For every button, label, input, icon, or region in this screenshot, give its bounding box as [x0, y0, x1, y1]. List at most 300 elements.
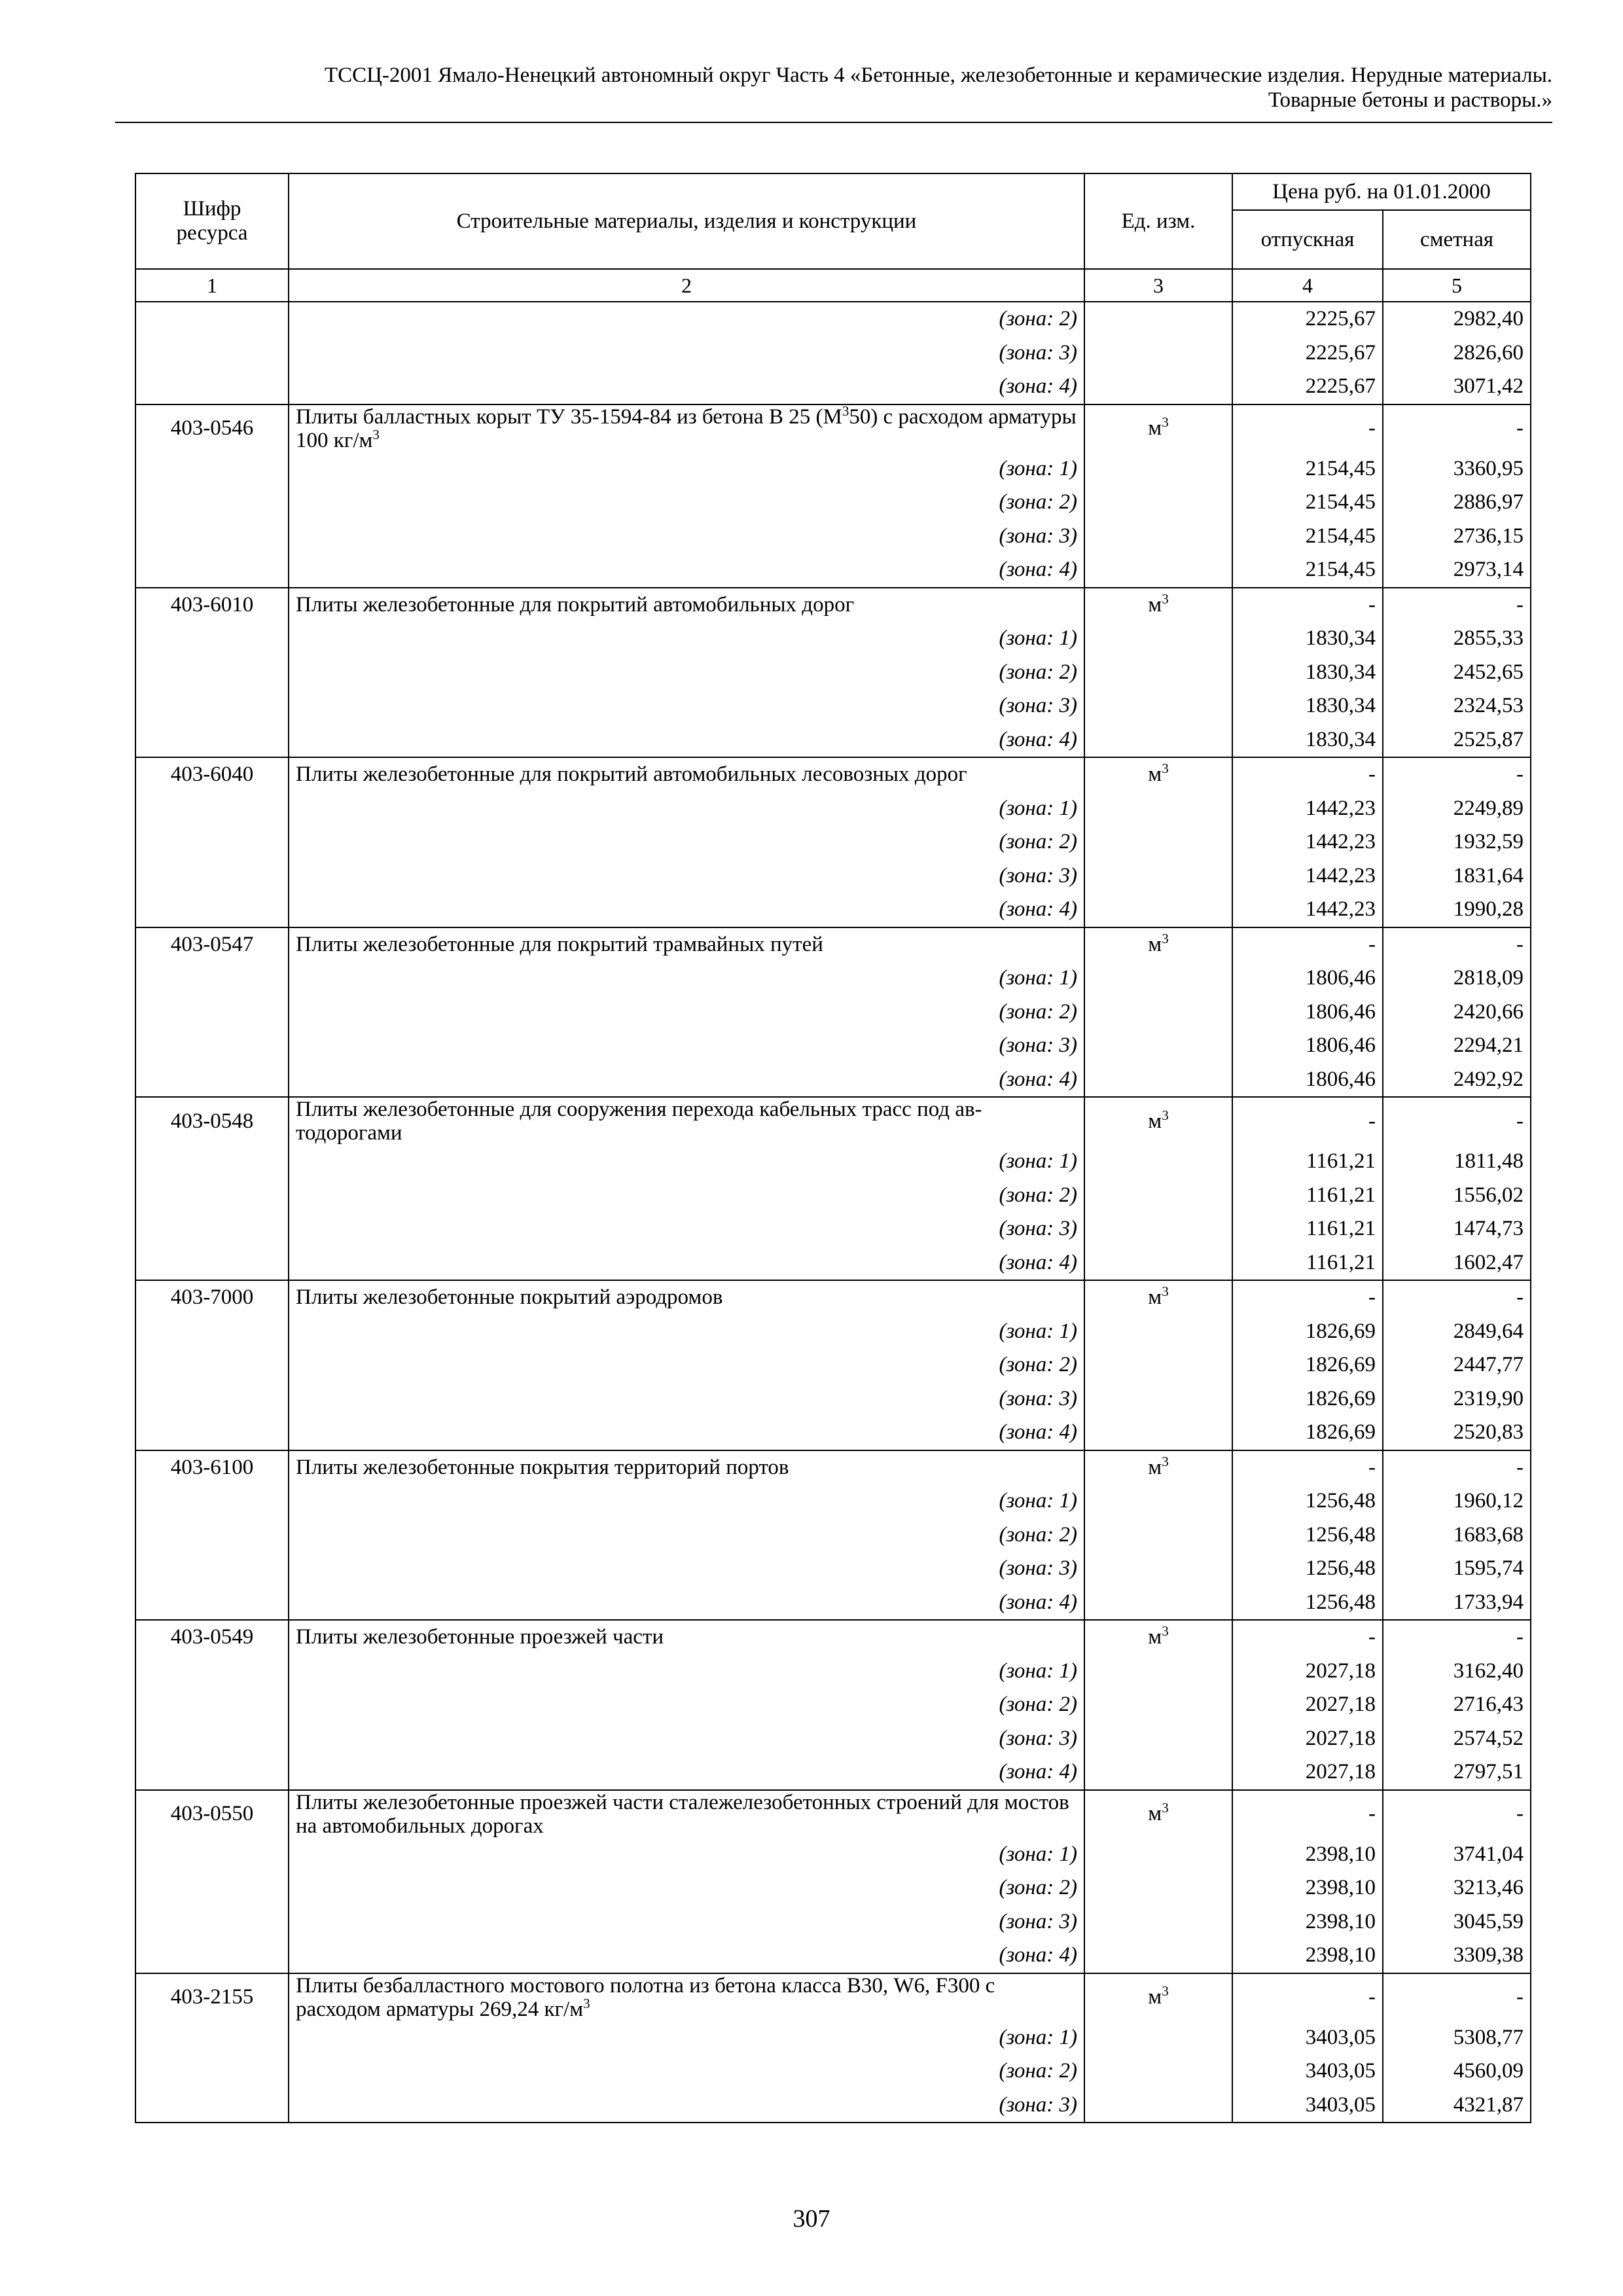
- item-row: [135, 1450, 1531, 1485]
- zone-row: [135, 859, 1531, 893]
- estimate-price: 1932,59: [1383, 825, 1531, 859]
- zone-label: (зона: 3): [289, 1905, 1084, 1939]
- resource-code: 403-7000: [135, 1280, 289, 1315]
- release-price: 1830,34: [1232, 656, 1383, 690]
- unit: [1084, 1586, 1232, 1621]
- price-table: [135, 173, 1531, 2123]
- release-price: 1256,48: [1232, 1518, 1383, 1552]
- resource-code: [135, 370, 289, 404]
- zone-label: (зона: 3): [289, 1722, 1084, 1756]
- unit: [1084, 792, 1232, 826]
- zone-row: [135, 2021, 1531, 2055]
- estimate-price: 3071,42: [1383, 370, 1531, 404]
- resource-code: [135, 1382, 289, 1416]
- estimate-price: 2319,90: [1383, 1382, 1531, 1416]
- release-price: 1806,46: [1232, 961, 1383, 996]
- resource-code: [135, 1871, 289, 1905]
- zone-row: [135, 1382, 1531, 1416]
- zone-label: (зона: 4): [289, 553, 1084, 588]
- material-name: Плиты безбалластного мостового полотна из бетона класса В30, W6, F300 с расходом арматуры 269,24 $кг/м^3$: [289, 1973, 1084, 2021]
- zone-row: [135, 553, 1531, 588]
- header-line-1: ТССЦ-2001 Ямало-Ненецкий автономный округ Часть 4 «Бетонные, железобетонные и керамические изделия. Нерудные материалы.: [324, 63, 1552, 87]
- unit: [1084, 2054, 1232, 2089]
- running-header: [115, 63, 1552, 113]
- estimate-price: 1556,02: [1383, 1179, 1531, 1213]
- unit: [1084, 1939, 1232, 1973]
- estimate-price: 2452,65: [1383, 656, 1531, 690]
- resource-code: 403-2155: [135, 1973, 289, 2021]
- column-number: 2: [289, 269, 1084, 302]
- estimate-price: 3360,95: [1383, 452, 1531, 486]
- header-name: Строительные материалы, изделия и конструкции: [289, 173, 1084, 269]
- unit: [1084, 1905, 1232, 1939]
- resource-code: [135, 825, 289, 859]
- zone-label: (зона: 1): [289, 1838, 1084, 1872]
- unit: [1084, 1871, 1232, 1905]
- resource-code: [135, 622, 289, 656]
- unit: [1084, 996, 1232, 1030]
- zone-label: (зона: 1): [289, 2021, 1084, 2055]
- release-price: -: [1232, 1450, 1383, 1485]
- zone-row: [135, 996, 1531, 1030]
- unit: [1084, 825, 1232, 859]
- resource-code: [135, 1246, 289, 1281]
- zone-row: [135, 961, 1531, 996]
- unit: [1084, 1552, 1232, 1586]
- unit: [1084, 1838, 1232, 1872]
- unit: [1084, 336, 1232, 370]
- release-price: 1826,69: [1232, 1382, 1383, 1416]
- estimate-price: 2736,15: [1383, 520, 1531, 554]
- zone-row: [135, 1905, 1531, 1939]
- zone-label: (зона: 1): [289, 452, 1084, 486]
- estimate-price: -: [1383, 1973, 1531, 2021]
- release-price: 2225,67: [1232, 336, 1383, 370]
- zone-label: (зона: 3): [289, 2089, 1084, 2123]
- unit: $м^3$: [1084, 1620, 1232, 1655]
- estimate-price: -: [1383, 1620, 1531, 1655]
- unit: $м^3$: [1084, 1790, 1232, 1838]
- header-code: Шифр ресурса: [135, 173, 289, 269]
- unit: $м^3$: [1084, 1097, 1232, 1145]
- unit: [1084, 622, 1232, 656]
- estimate-price: 2826,60: [1383, 336, 1531, 370]
- release-price: 1256,48: [1232, 1484, 1383, 1518]
- resource-code: 403-6040: [135, 757, 289, 792]
- estimate-price: 2855,33: [1383, 622, 1531, 656]
- material-name: Плиты железобетонные для покрытий автомобильных дорог: [289, 588, 1084, 622]
- estimate-price: 2294,21: [1383, 1029, 1531, 1063]
- resource-code: [135, 893, 289, 927]
- unit: [1084, 1722, 1232, 1756]
- estimate-price: 2716,43: [1383, 1688, 1531, 1722]
- resource-code: [135, 520, 289, 554]
- release-price: -: [1232, 404, 1383, 452]
- estimate-price: -: [1383, 1790, 1531, 1838]
- zone-row: [135, 1484, 1531, 1518]
- resource-code: [135, 723, 289, 758]
- resource-code: [135, 1029, 289, 1063]
- resource-code: [135, 1755, 289, 1790]
- zone-row: [135, 2089, 1531, 2123]
- zone-row: [135, 1518, 1531, 1552]
- resource-code: 403-6100: [135, 1450, 289, 1485]
- column-number: 5: [1383, 269, 1531, 302]
- column-number: 4: [1232, 269, 1383, 302]
- zone-row: [135, 1586, 1531, 1621]
- zone-row: [135, 1063, 1531, 1098]
- zone-label: (зона: 3): [289, 1029, 1084, 1063]
- zone-label: (зона: 4): [289, 1939, 1084, 1973]
- material-name: Плиты железобетонные для сооружения перехода кабельных трасс под ав-тодорогами: [289, 1097, 1084, 1145]
- header-rule: [115, 122, 1552, 123]
- unit: $м^3$: [1084, 588, 1232, 622]
- release-price: 2154,45: [1232, 486, 1383, 520]
- zone-label: (зона: 3): [289, 1212, 1084, 1246]
- release-price: 1826,69: [1232, 1416, 1383, 1450]
- unit: $м^3$: [1084, 927, 1232, 962]
- zone-label: (зона: 1): [289, 622, 1084, 656]
- estimate-price: 3162,40: [1383, 1655, 1531, 1689]
- unit: [1084, 1655, 1232, 1689]
- release-price: 1161,21: [1232, 1212, 1383, 1246]
- unit: [1084, 486, 1232, 520]
- release-price: 1806,46: [1232, 1029, 1383, 1063]
- zone-row: [135, 1145, 1531, 1179]
- zone-row: [135, 656, 1531, 690]
- material-name: Плиты железобетонные покрытий аэродромов: [289, 1280, 1084, 1315]
- estimate-price: 3213,46: [1383, 1871, 1531, 1905]
- resource-code: [135, 336, 289, 370]
- estimate-price: 2818,09: [1383, 961, 1531, 996]
- release-price: 1806,46: [1232, 1063, 1383, 1098]
- resource-code: [135, 2054, 289, 2089]
- unit: [1084, 452, 1232, 486]
- material-name: Плиты железобетонные проезжей части: [289, 1620, 1084, 1655]
- zone-row: [135, 1246, 1531, 1281]
- item-row: [135, 588, 1531, 622]
- zone-label: (зона: 3): [289, 1382, 1084, 1416]
- release-price: 2398,10: [1232, 1905, 1383, 1939]
- resource-code: [135, 1655, 289, 1689]
- zone-row: [135, 1939, 1531, 1973]
- release-price: 2027,18: [1232, 1655, 1383, 1689]
- unit: $м^3$: [1084, 1280, 1232, 1315]
- release-price: 2154,45: [1232, 452, 1383, 486]
- unit: [1084, 553, 1232, 588]
- zone-label: (зона: 4): [289, 370, 1084, 404]
- release-price: 2027,18: [1232, 1722, 1383, 1756]
- resource-code: [135, 486, 289, 520]
- unit: [1084, 1484, 1232, 1518]
- release-price: 2398,10: [1232, 1939, 1383, 1973]
- resource-code: [135, 1145, 289, 1179]
- unit: $м^3$: [1084, 404, 1232, 452]
- unit: [1084, 1179, 1232, 1213]
- resource-code: [135, 1212, 289, 1246]
- estimate-price: 1474,73: [1383, 1212, 1531, 1246]
- estimate-price: 3309,38: [1383, 1939, 1531, 1973]
- resource-code: [135, 656, 289, 690]
- zone-row: [135, 520, 1531, 554]
- estimate-price: 2324,53: [1383, 689, 1531, 723]
- unit: [1084, 1145, 1232, 1179]
- unit: [1084, 2021, 1232, 2055]
- estimate-price: 2973,14: [1383, 553, 1531, 588]
- zone-label: (зона: 4): [289, 723, 1084, 758]
- zone-row: [135, 302, 1531, 336]
- resource-code: [135, 792, 289, 826]
- zone-row: [135, 825, 1531, 859]
- release-price: 1161,21: [1232, 1145, 1383, 1179]
- zone-label: (зона: 4): [289, 1063, 1084, 1098]
- unit: [1084, 2089, 1232, 2123]
- item-row: [135, 1790, 1531, 1838]
- item-row: [135, 927, 1531, 962]
- estimate-price: 1990,28: [1383, 893, 1531, 927]
- unit: [1084, 1688, 1232, 1722]
- estimate-price: -: [1383, 757, 1531, 792]
- zone-label: (зона: 1): [289, 1315, 1084, 1349]
- zone-row: [135, 1029, 1531, 1063]
- release-price: -: [1232, 1973, 1383, 2021]
- resource-code: [135, 996, 289, 1030]
- zone-label: (зона: 2): [289, 486, 1084, 520]
- unit: [1084, 1063, 1232, 1098]
- zone-label: (зона: 2): [289, 1348, 1084, 1382]
- release-price: 2225,67: [1232, 370, 1383, 404]
- header-estimate: сметная: [1383, 210, 1531, 269]
- zone-label: (зона: 2): [289, 1179, 1084, 1213]
- unit: [1084, 520, 1232, 554]
- header-price-group: Цена руб. на 01.01.2000: [1232, 173, 1531, 210]
- estimate-price: 1811,48: [1383, 1145, 1531, 1179]
- release-price: -: [1232, 1790, 1383, 1838]
- resource-code: [135, 961, 289, 996]
- material-name: Плиты железобетонные для покрытий автомобильных лесовозных дорог: [289, 757, 1084, 792]
- estimate-price: -: [1383, 1097, 1531, 1145]
- page-number: 307: [793, 2205, 830, 2233]
- release-price: 1161,21: [1232, 1179, 1383, 1213]
- resource-code: [135, 1315, 289, 1349]
- unit: [1084, 1382, 1232, 1416]
- resource-code: [135, 1838, 289, 1872]
- resource-code: [135, 1348, 289, 1382]
- unit: [1084, 302, 1232, 336]
- estimate-price: 2249,89: [1383, 792, 1531, 826]
- release-price: 1826,69: [1232, 1315, 1383, 1349]
- zone-row: [135, 723, 1531, 758]
- item-row: [135, 1973, 1531, 2021]
- estimate-price: 2492,92: [1383, 1063, 1531, 1098]
- unit: $м^3$: [1084, 1450, 1232, 1485]
- resource-code: [135, 1688, 289, 1722]
- estimate-price: 2420,66: [1383, 996, 1531, 1030]
- resource-code: 403-0550: [135, 1790, 289, 1838]
- release-price: 1826,69: [1232, 1348, 1383, 1382]
- release-price: 1256,48: [1232, 1552, 1383, 1586]
- release-price: -: [1232, 588, 1383, 622]
- estimate-price: 2520,83: [1383, 1416, 1531, 1450]
- resource-code: [135, 1484, 289, 1518]
- resource-code: [135, 2089, 289, 2123]
- estimate-price: 1602,47: [1383, 1246, 1531, 1281]
- estimate-price: 2574,52: [1383, 1722, 1531, 1756]
- unit: [1084, 1029, 1232, 1063]
- release-price: -: [1232, 757, 1383, 792]
- estimate-price: 3741,04: [1383, 1838, 1531, 1872]
- resource-code: [135, 302, 289, 336]
- zone-row: [135, 1755, 1531, 1790]
- release-price: -: [1232, 927, 1383, 962]
- estimate-price: 2886,97: [1383, 486, 1531, 520]
- estimate-price: 1733,94: [1383, 1586, 1531, 1621]
- unit: [1084, 1315, 1232, 1349]
- column-number: 3: [1084, 269, 1232, 302]
- zone-label: (зона: 1): [289, 1145, 1084, 1179]
- release-price: -: [1232, 1280, 1383, 1315]
- table-body: [135, 302, 1531, 2123]
- resource-code: [135, 1416, 289, 1450]
- release-price: 2398,10: [1232, 1838, 1383, 1872]
- release-price: 1256,48: [1232, 1586, 1383, 1621]
- resource-code: 403-0547: [135, 927, 289, 962]
- zone-row: [135, 1838, 1531, 1872]
- resource-code: [135, 1939, 289, 1973]
- unit: [1084, 961, 1232, 996]
- zone-row: [135, 370, 1531, 404]
- unit: $м^3$: [1084, 1973, 1232, 2021]
- zone-row: [135, 452, 1531, 486]
- zone-row: [135, 893, 1531, 927]
- release-price: 2225,67: [1232, 302, 1383, 336]
- estimate-price: -: [1383, 1280, 1531, 1315]
- release-price: 2398,10: [1232, 1871, 1383, 1905]
- release-price: 3403,05: [1232, 2089, 1383, 2123]
- header-release: отпускная: [1232, 210, 1383, 269]
- estimate-price: 1595,74: [1383, 1552, 1531, 1586]
- material-name: Плиты балластных корыт ТУ 35-1594-84 из бетона В 25 $(М^350)$ с расходом арматуры 100 $кг/м^3$: [289, 404, 1084, 452]
- resource-code: 403-0546: [135, 404, 289, 452]
- resource-code: [135, 1586, 289, 1621]
- estimate-price: 2982,40: [1383, 302, 1531, 336]
- release-price: -: [1232, 1097, 1383, 1145]
- release-price: 1442,23: [1232, 825, 1383, 859]
- unit: [1084, 689, 1232, 723]
- zone-label: (зона: 3): [289, 859, 1084, 893]
- zone-label: (зона: 2): [289, 996, 1084, 1030]
- release-price: 2154,45: [1232, 520, 1383, 554]
- item-row: [135, 1620, 1531, 1655]
- estimate-price: 4560,09: [1383, 2054, 1531, 2089]
- resource-code: [135, 553, 289, 588]
- release-price: 1830,34: [1232, 723, 1383, 758]
- zone-row: [135, 1315, 1531, 1349]
- release-price: 3403,05: [1232, 2054, 1383, 2089]
- resource-code: [135, 1722, 289, 1756]
- item-row: [135, 404, 1531, 452]
- resource-code: [135, 2021, 289, 2055]
- release-price: 1442,23: [1232, 792, 1383, 826]
- estimate-price: 3045,59: [1383, 1905, 1531, 1939]
- zone-row: [135, 2054, 1531, 2089]
- zone-row: [135, 622, 1531, 656]
- unit: [1084, 723, 1232, 758]
- zone-label: (зона: 3): [289, 520, 1084, 554]
- zone-label: (зона: 2): [289, 302, 1084, 336]
- zone-label: (зона: 1): [289, 961, 1084, 996]
- zone-label: (зона: 3): [289, 689, 1084, 723]
- estimate-price: -: [1383, 404, 1531, 452]
- zone-row: [135, 1688, 1531, 1722]
- material-name: Плиты железобетонные для покрытий трамвайных путей: [289, 927, 1084, 962]
- estimate-price: 1683,68: [1383, 1518, 1531, 1552]
- unit: [1084, 1212, 1232, 1246]
- zone-label: (зона: 2): [289, 1518, 1084, 1552]
- zone-row: [135, 1416, 1531, 1450]
- zone-label: (зона: 4): [289, 1416, 1084, 1450]
- estimate-price: 2797,51: [1383, 1755, 1531, 1790]
- item-row: [135, 757, 1531, 792]
- zone-label: (зона: 2): [289, 2054, 1084, 2089]
- zone-label: (зона: 4): [289, 1586, 1084, 1621]
- unit: [1084, 1755, 1232, 1790]
- estimate-price: 1831,64: [1383, 859, 1531, 893]
- zone-row: [135, 792, 1531, 826]
- zone-label: (зона: 2): [289, 656, 1084, 690]
- release-price: 1830,34: [1232, 689, 1383, 723]
- unit: $м^3$: [1084, 757, 1232, 792]
- resource-code: 403-0548: [135, 1097, 289, 1145]
- release-price: 1442,23: [1232, 893, 1383, 927]
- release-price: 1442,23: [1232, 859, 1383, 893]
- estimate-price: 2849,64: [1383, 1315, 1531, 1349]
- release-price: 1830,34: [1232, 622, 1383, 656]
- resource-code: [135, 452, 289, 486]
- zone-row: [135, 1722, 1531, 1756]
- zone-row: [135, 1212, 1531, 1246]
- zone-row: [135, 689, 1531, 723]
- estimate-price: 2525,87: [1383, 723, 1531, 758]
- estimate-price: 4321,87: [1383, 2089, 1531, 2123]
- release-price: -: [1232, 1620, 1383, 1655]
- resource-code: 403-6010: [135, 588, 289, 622]
- material-name: Плиты железобетонные покрытия территорий портов: [289, 1450, 1084, 1485]
- zone-label: (зона: 2): [289, 1688, 1084, 1722]
- zone-label: (зона: 4): [289, 1246, 1084, 1281]
- resource-code: [135, 689, 289, 723]
- zone-label: (зона: 1): [289, 1484, 1084, 1518]
- estimate-price: 1960,12: [1383, 1484, 1531, 1518]
- estimate-price: -: [1383, 588, 1531, 622]
- material-name: Плиты железобетонные проезжей части сталежелезобетонных строений для мостов на автомобильных дорогах: [289, 1790, 1084, 1838]
- unit: [1084, 859, 1232, 893]
- resource-code: [135, 1179, 289, 1213]
- unit: [1084, 370, 1232, 404]
- release-price: 1806,46: [1232, 996, 1383, 1030]
- zone-row: [135, 486, 1531, 520]
- resource-code: [135, 1518, 289, 1552]
- estimate-price: 2447,77: [1383, 1348, 1531, 1382]
- resource-code: [135, 1905, 289, 1939]
- release-price: 2027,18: [1232, 1688, 1383, 1722]
- zone-label: (зона: 4): [289, 893, 1084, 927]
- header-unit: Ед. изм.: [1084, 173, 1232, 269]
- estimate-price: 5308,77: [1383, 2021, 1531, 2055]
- resource-code: [135, 1552, 289, 1586]
- zone-row: [135, 1348, 1531, 1382]
- unit: [1084, 656, 1232, 690]
